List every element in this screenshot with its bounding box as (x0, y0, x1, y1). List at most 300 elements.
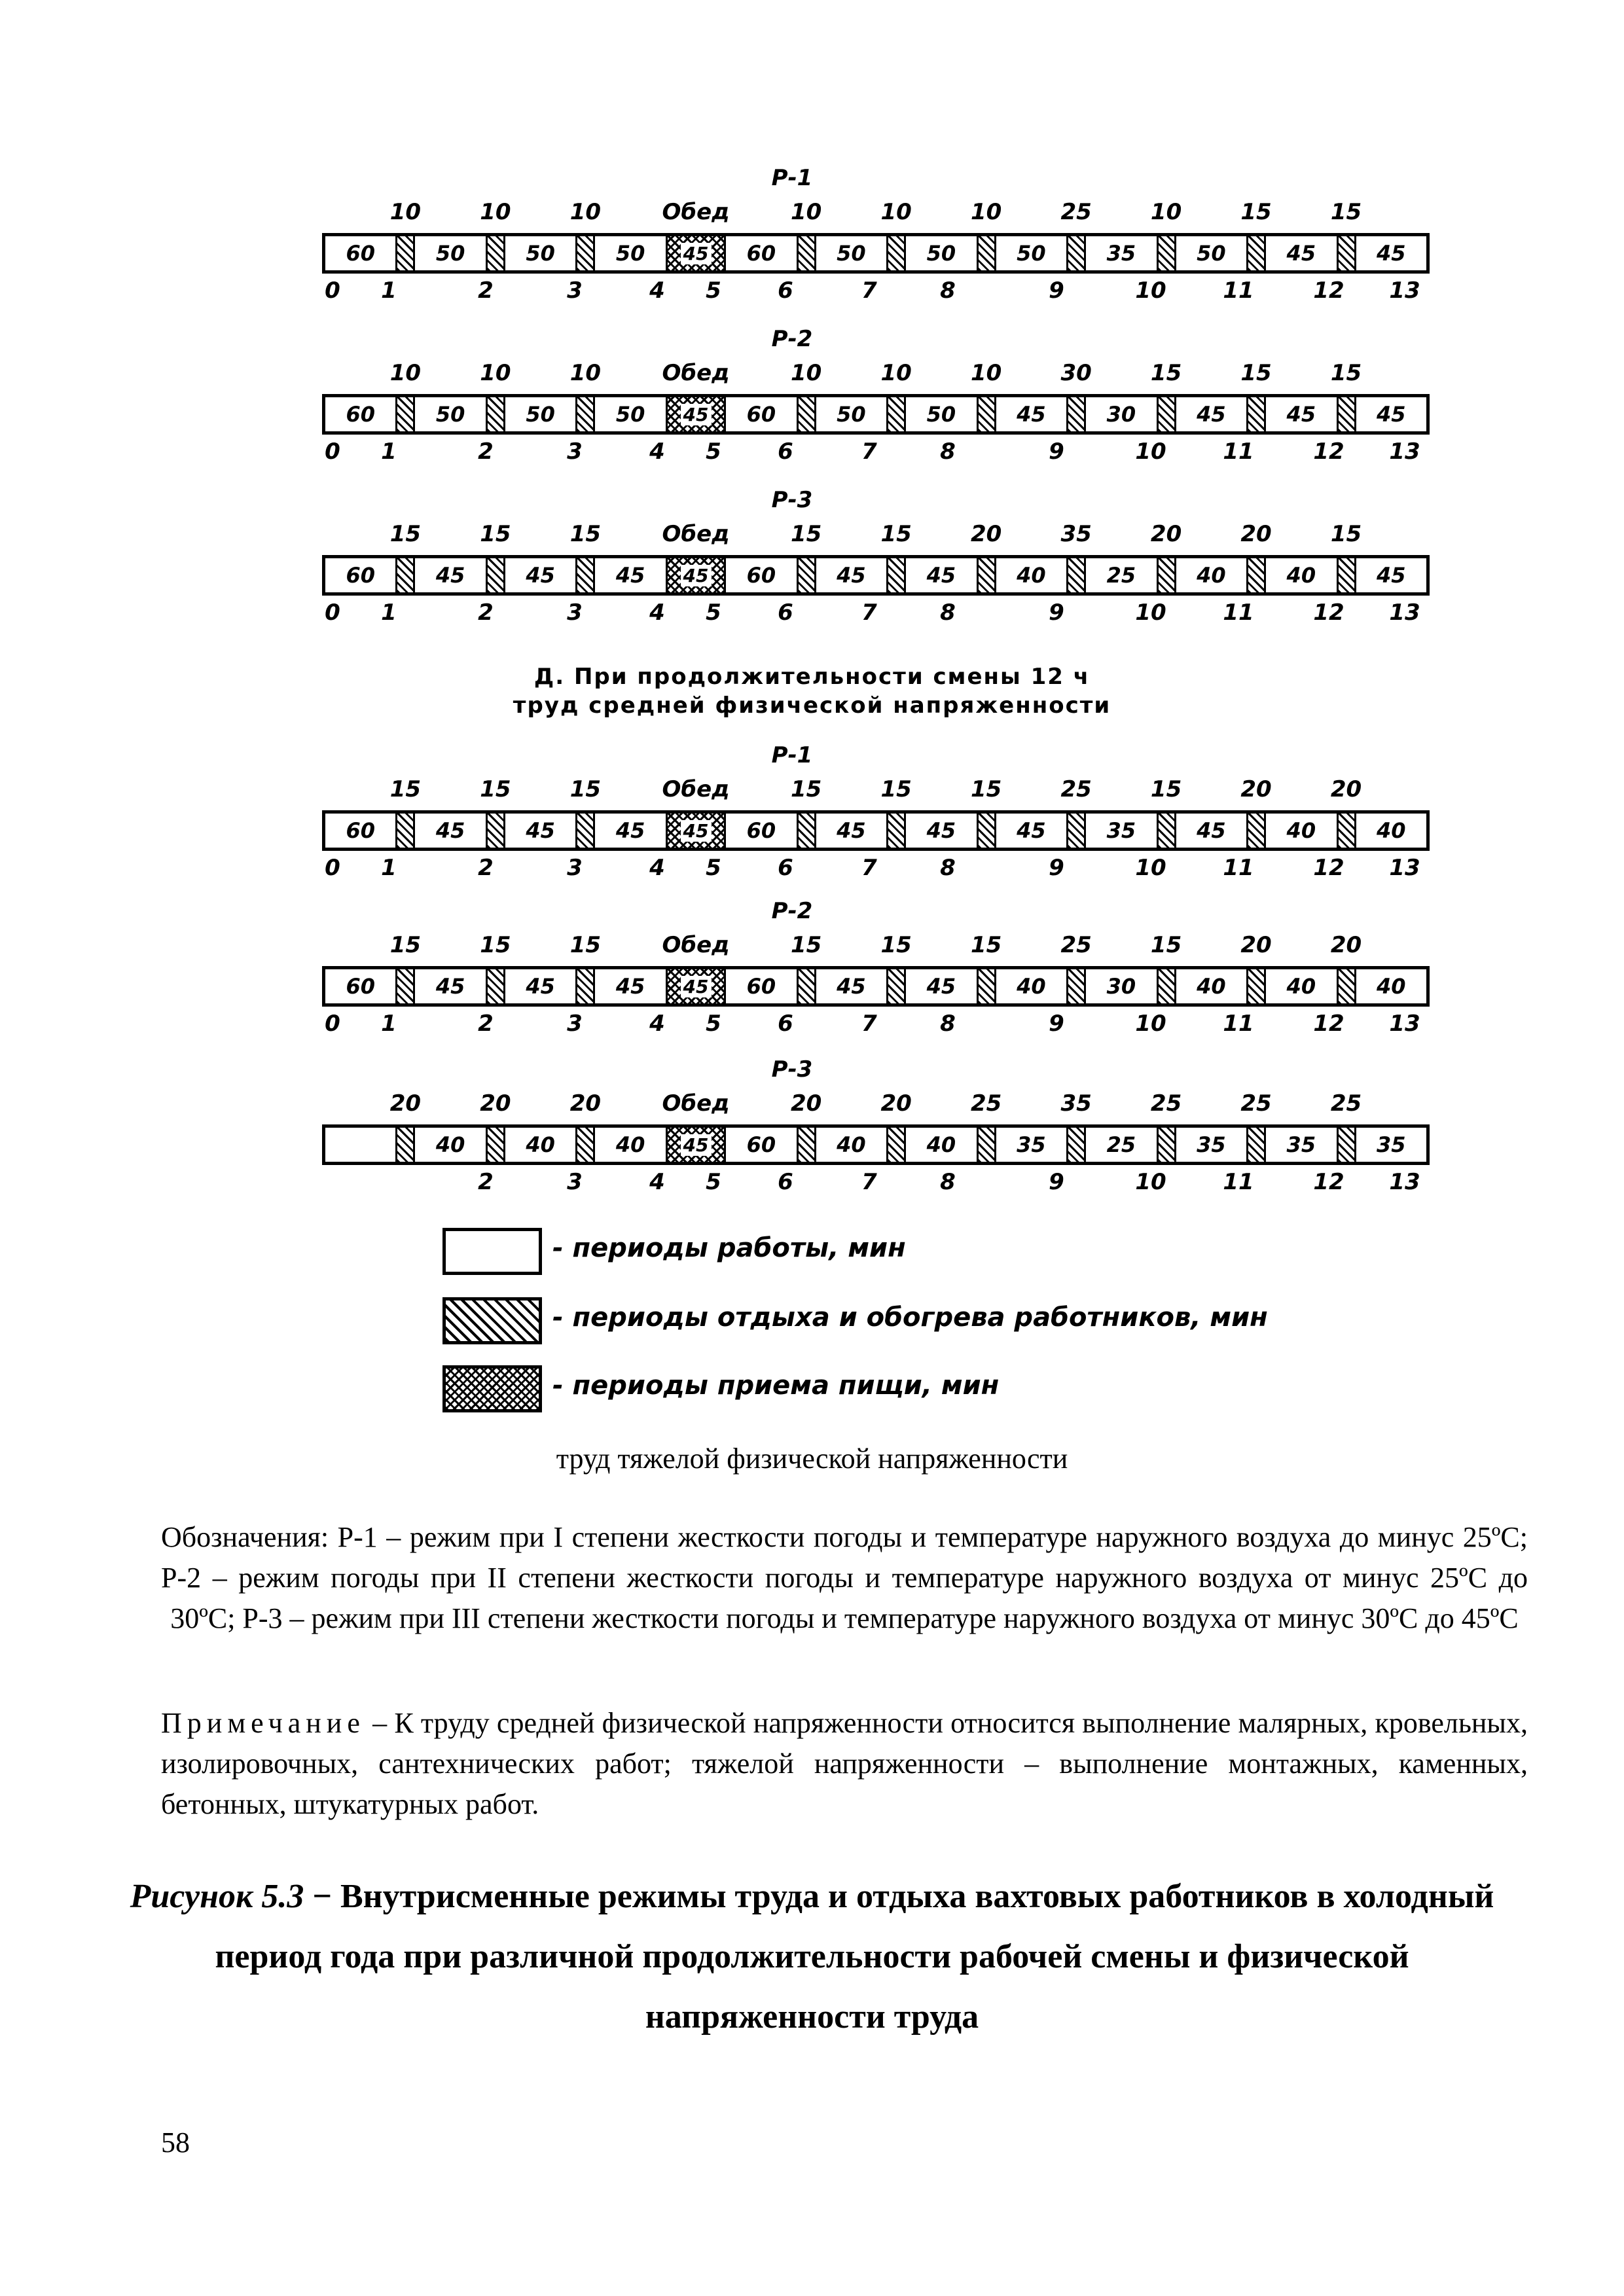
hour-label: 9 (1049, 1011, 1064, 1037)
legend-rest-swatch (442, 1297, 542, 1344)
work-period (415, 969, 485, 1003)
period-minutes: 60 (346, 563, 375, 588)
break-duration-label: 15 (790, 776, 822, 802)
break-duration-label: 15 (1150, 932, 1182, 958)
hour-label: 2 (478, 439, 494, 465)
period-minutes: 40 (1286, 563, 1316, 588)
break-duration-label: 15 (970, 932, 1002, 958)
period-minutes: 45 (1197, 402, 1226, 427)
break-duration-label: 15 (480, 521, 511, 547)
break-duration-label: 20 (970, 521, 1002, 547)
break-duration-label: 25 (1330, 1090, 1362, 1117)
hour-label: 10 (1135, 439, 1166, 465)
work-period (1176, 558, 1246, 592)
hour-label: 7 (861, 1011, 877, 1037)
period-minutes: 40 (615, 1132, 645, 1157)
hour-label: 5 (706, 600, 721, 626)
meal-period (666, 1128, 726, 1162)
rest-period (1157, 236, 1176, 270)
hour-label: 0 (325, 600, 340, 626)
hour-label: 12 (1313, 278, 1344, 304)
break-duration-label: 15 (1330, 521, 1362, 547)
rest-period (1337, 236, 1356, 270)
period-minutes: 45 (926, 974, 956, 999)
hour-label: 4 (649, 278, 665, 304)
work-period (1086, 558, 1156, 592)
period-minutes: 45 (1197, 818, 1226, 843)
work-period (906, 397, 976, 431)
hour-label: 0 (325, 278, 340, 304)
period-minutes: 50 (926, 402, 956, 427)
work-period (996, 969, 1066, 1003)
break-duration-label: 10 (1150, 199, 1182, 225)
work-period (1086, 969, 1156, 1003)
period-minutes: 50 (837, 241, 866, 266)
schedule-title: Р-2 (771, 898, 813, 924)
period-minutes: 50 (615, 241, 645, 266)
section-caption-line1: Д. При продолжительности смены 12 ч (533, 664, 1091, 690)
work-period (996, 1128, 1066, 1162)
work-period (816, 1128, 886, 1162)
period-minutes: 45 (615, 818, 645, 843)
figure-caption-number: Рисунок 5.3 (130, 1878, 304, 1915)
hour-label: 12 (1313, 855, 1344, 881)
hour-label: 2 (478, 278, 494, 304)
hour-label: 9 (1049, 855, 1064, 881)
break-duration-label: 10 (569, 360, 602, 386)
period-minutes: 45 (837, 974, 866, 999)
break-duration-label: Обед (662, 521, 730, 547)
break-duration-label: 10 (790, 199, 822, 225)
break-duration-label: 10 (970, 199, 1002, 225)
hour-label: 1 (381, 278, 397, 304)
rest-period (797, 814, 816, 848)
hour-label: 3 (567, 855, 583, 881)
work-period (325, 1128, 395, 1162)
hour-label: 13 (1389, 1011, 1420, 1037)
period-minutes: 45 (435, 818, 465, 843)
work-period (1266, 814, 1336, 848)
work-period (1356, 814, 1426, 848)
break-duration-label: 15 (1330, 199, 1362, 225)
work-period (1356, 969, 1426, 1003)
period-minutes: 60 (346, 818, 375, 843)
hour-label: 9 (1049, 278, 1064, 304)
period-minutes: 45 (435, 563, 465, 588)
period-minutes: 60 (746, 974, 776, 999)
break-duration-label: 15 (1330, 360, 1362, 386)
period-minutes: 30 (1106, 974, 1136, 999)
hour-label: 9 (1049, 1169, 1064, 1195)
hour-label: 7 (861, 278, 877, 304)
hour-label: 11 (1223, 1011, 1254, 1037)
rest-period (1066, 558, 1086, 592)
rest-period (486, 236, 505, 270)
rest-period (486, 558, 505, 592)
hour-label: 6 (778, 439, 793, 465)
period-minutes: 45 (526, 818, 555, 843)
hour-label: 5 (706, 1169, 721, 1195)
hour-label: 1 (381, 600, 397, 626)
period-minutes: 40 (1286, 974, 1316, 999)
work-period (906, 1128, 976, 1162)
hour-label: 12 (1313, 439, 1344, 465)
hour-label: 7 (861, 439, 877, 465)
rest-period (486, 397, 505, 431)
rest-period (797, 558, 816, 592)
rest-period (1246, 1128, 1266, 1162)
hour-label: 13 (1389, 278, 1420, 304)
hour-label: 7 (861, 1169, 877, 1195)
break-duration-label: 25 (1240, 1090, 1272, 1117)
period-minutes: 45 (837, 563, 866, 588)
period-minutes: 40 (1197, 974, 1226, 999)
note (161, 1703, 1528, 1825)
hour-label: 8 (940, 1011, 956, 1037)
rest-period (1246, 397, 1266, 431)
hour-label: 10 (1135, 855, 1166, 881)
schedule-title: Р-1 (771, 165, 813, 191)
hour-label: 12 (1313, 1011, 1344, 1037)
rest-period (395, 236, 415, 270)
work-period (595, 1128, 665, 1162)
hour-label: 10 (1135, 278, 1166, 304)
work-period (325, 397, 395, 431)
hour-label: 1 (381, 439, 397, 465)
period-minutes: 60 (346, 241, 375, 266)
period-minutes: 40 (1017, 974, 1046, 999)
legend-work-swatch (442, 1228, 542, 1275)
work-period (415, 814, 485, 848)
hour-label: 6 (778, 1169, 793, 1195)
rest-period (977, 969, 996, 1003)
rest-period (1246, 558, 1266, 592)
break-duration-label: 20 (1150, 521, 1182, 547)
schedule-title: Р-3 (771, 1056, 813, 1083)
period-minutes: 45 (681, 243, 712, 264)
break-duration-label: 15 (569, 776, 602, 802)
work-period (1086, 1128, 1156, 1162)
hour-label: 1 (381, 855, 397, 881)
hour-label: 8 (940, 439, 956, 465)
break-duration-label: 25 (1060, 199, 1092, 225)
hour-label: 2 (478, 1011, 494, 1037)
period-minutes: 60 (346, 974, 375, 999)
work-period (816, 236, 886, 270)
work-period (325, 814, 395, 848)
work-period (726, 814, 796, 848)
rest-period (486, 969, 505, 1003)
schedule-a-p1 (0, 165, 1624, 304)
break-duration-label: 30 (1060, 360, 1092, 386)
schedule-d-p2 (0, 898, 1624, 1037)
period-minutes: 45 (526, 974, 555, 999)
rest-period (486, 814, 505, 848)
rest-period (395, 814, 415, 848)
period-minutes: 60 (346, 402, 375, 427)
period-minutes: 45 (435, 974, 465, 999)
break-duration-label: 20 (1240, 521, 1272, 547)
rest-period (395, 969, 415, 1003)
hour-label: 8 (940, 278, 956, 304)
subcaption: труд тяжелой физической напряженности (556, 1443, 1068, 1475)
hour-label: 6 (778, 278, 793, 304)
rest-period (1066, 814, 1086, 848)
work-period (1356, 397, 1426, 431)
break-duration-label: 20 (1330, 932, 1362, 958)
work-period (505, 1128, 575, 1162)
hour-label: 13 (1389, 600, 1420, 626)
work-period (595, 814, 665, 848)
work-period (1266, 558, 1336, 592)
period-minutes: 60 (746, 563, 776, 588)
hour-label: 8 (940, 1169, 956, 1195)
schedule-bar (322, 555, 1430, 596)
break-duration-label: 25 (1150, 1090, 1182, 1117)
period-minutes: 45 (1017, 402, 1046, 427)
work-period (816, 397, 886, 431)
break-duration-label: 15 (880, 521, 912, 547)
legend-work-text: - периоды работы, мин (552, 1233, 906, 1263)
work-period (726, 558, 796, 592)
rest-period (1246, 969, 1266, 1003)
figure-caption-text: Внутрисменные режимы труда и отдыха вахтовых работников в холодный период года при различной продолжительности рабочей смены и физической напряженности труда (215, 1878, 1494, 2036)
hour-label: 11 (1223, 1169, 1254, 1195)
hour-label: 4 (649, 600, 665, 626)
break-duration-label: 20 (790, 1090, 822, 1117)
work-period (726, 969, 796, 1003)
rest-period (977, 397, 996, 431)
period-minutes: 45 (681, 976, 712, 997)
work-period (906, 558, 976, 592)
break-duration-label: 25 (1060, 932, 1092, 958)
work-period (906, 814, 976, 848)
hour-label: 2 (478, 855, 494, 881)
rest-period (977, 814, 996, 848)
period-minutes: 60 (746, 402, 776, 427)
work-period (505, 814, 575, 848)
work-period (1176, 236, 1246, 270)
rest-period (977, 558, 996, 592)
hour-label: 13 (1389, 1169, 1420, 1195)
legend-rest-text: - периоды отдыха и обогрева работников, мин (552, 1302, 1268, 1333)
period-minutes: 50 (615, 402, 645, 427)
hour-label: 10 (1135, 1011, 1166, 1037)
hour-label: 13 (1389, 439, 1420, 465)
hour-label: 6 (778, 1011, 793, 1037)
hour-label: 2 (478, 1169, 494, 1195)
work-period (505, 236, 575, 270)
period-minutes: 45 (1017, 818, 1046, 843)
period-minutes: 45 (926, 563, 956, 588)
page-number: 58 (161, 2126, 190, 2159)
work-period (726, 236, 796, 270)
meal-period (666, 558, 726, 592)
rest-period (797, 236, 816, 270)
break-duration-label: 20 (389, 1090, 422, 1117)
break-duration-label: 15 (880, 932, 912, 958)
break-duration-label: 10 (389, 199, 422, 225)
work-period (996, 814, 1066, 848)
schedule-bar (322, 394, 1430, 435)
break-duration-label: 15 (569, 932, 602, 958)
work-period (816, 969, 886, 1003)
section-caption (0, 662, 1624, 720)
period-minutes: 45 (681, 404, 712, 425)
period-minutes: 40 (926, 1132, 956, 1157)
hour-label: 10 (1135, 600, 1166, 626)
schedule-a-p2 (0, 326, 1624, 465)
rest-period (1337, 397, 1356, 431)
rest-period (1157, 814, 1176, 848)
break-duration-label: 15 (880, 776, 912, 802)
break-duration-label: 15 (389, 776, 422, 802)
period-minutes: 45 (837, 818, 866, 843)
period-minutes: 50 (1017, 241, 1046, 266)
period-minutes: 40 (435, 1132, 465, 1157)
period-minutes: 40 (526, 1132, 555, 1157)
period-minutes: 45 (526, 563, 555, 588)
break-duration-label: 10 (970, 360, 1002, 386)
work-period (1266, 397, 1336, 431)
work-period (595, 236, 665, 270)
break-duration-label: 10 (480, 199, 511, 225)
hour-label: 6 (778, 855, 793, 881)
hour-label: 5 (706, 1011, 721, 1037)
meal-period (666, 814, 726, 848)
break-duration-label: 10 (569, 199, 602, 225)
break-duration-label: 15 (1240, 199, 1272, 225)
work-period (505, 397, 575, 431)
work-period (1356, 1128, 1426, 1162)
break-duration-label: Обед (662, 1090, 730, 1117)
work-period (325, 236, 395, 270)
work-period (1266, 1128, 1336, 1162)
rest-period (486, 1128, 505, 1162)
rest-period (797, 969, 816, 1003)
meal-period (666, 236, 726, 270)
break-duration-label: 25 (970, 1090, 1002, 1117)
work-period (595, 558, 665, 592)
rest-period (1066, 236, 1086, 270)
break-duration-label: 15 (389, 521, 422, 547)
break-duration-label: 10 (389, 360, 422, 386)
rest-period (575, 397, 595, 431)
period-minutes: 35 (1106, 241, 1136, 266)
work-period (1176, 397, 1246, 431)
hour-label: 12 (1313, 1169, 1344, 1195)
rest-period (395, 1128, 415, 1162)
schedule-title: Р-2 (771, 326, 813, 352)
rest-period (1337, 969, 1356, 1003)
hour-label: 7 (861, 600, 877, 626)
work-period (1176, 814, 1246, 848)
break-duration-label: 15 (970, 776, 1002, 802)
period-minutes: 40 (1377, 818, 1406, 843)
work-period (325, 969, 395, 1003)
hour-label: 4 (649, 855, 665, 881)
rest-period (886, 558, 906, 592)
period-minutes: 50 (526, 241, 555, 266)
hour-label: 11 (1223, 855, 1254, 881)
rest-period (1157, 1128, 1176, 1162)
work-period (415, 236, 485, 270)
break-duration-label: Обед (662, 199, 730, 225)
work-period (1356, 558, 1426, 592)
schedule-bar (322, 966, 1430, 1007)
break-duration-label: Обед (662, 932, 730, 958)
hour-label: 9 (1049, 600, 1064, 626)
work-period (816, 558, 886, 592)
hour-label: 3 (567, 1169, 583, 1195)
hour-label: 11 (1223, 278, 1254, 304)
period-minutes: 40 (1017, 563, 1046, 588)
rest-period (395, 397, 415, 431)
figure-caption (0, 1867, 1624, 2047)
work-period (816, 814, 886, 848)
hour-label: 6 (778, 600, 793, 626)
hour-label: 11 (1223, 439, 1254, 465)
note-label: Примечание (161, 1707, 365, 1739)
period-minutes: 35 (1106, 818, 1136, 843)
break-duration-label: Обед (662, 776, 730, 802)
hour-label: 7 (861, 855, 877, 881)
break-duration-label: 35 (1060, 521, 1092, 547)
hour-label: 10 (1135, 1169, 1166, 1195)
schedule-d-p3 (0, 1056, 1624, 1195)
hour-label: 3 (567, 439, 583, 465)
hour-label: 5 (706, 278, 721, 304)
work-period (1266, 236, 1336, 270)
rest-period (1157, 558, 1176, 592)
section-caption-line2: труд средней физической напряженности (513, 692, 1111, 719)
period-minutes: 50 (526, 402, 555, 427)
meal-period (666, 397, 726, 431)
work-period (325, 558, 395, 592)
break-duration-label: 15 (790, 521, 822, 547)
period-minutes: 40 (1377, 974, 1406, 999)
period-minutes: 30 (1106, 402, 1136, 427)
break-duration-label: 10 (880, 360, 912, 386)
break-duration-label: 15 (790, 932, 822, 958)
meal-period (666, 969, 726, 1003)
period-minutes: 25 (1106, 1132, 1136, 1157)
period-minutes: 45 (615, 974, 645, 999)
work-period (996, 397, 1066, 431)
hour-label: 1 (381, 1011, 397, 1037)
break-duration-label: 15 (1150, 360, 1182, 386)
work-period (906, 236, 976, 270)
hour-label: 5 (706, 855, 721, 881)
schedule-bar (322, 1124, 1430, 1165)
break-duration-label: 15 (1240, 360, 1272, 386)
period-minutes: 60 (746, 818, 776, 843)
break-duration-label: 10 (790, 360, 822, 386)
period-minutes: 35 (1377, 1132, 1406, 1157)
rest-period (1337, 558, 1356, 592)
break-duration-label: 20 (569, 1090, 602, 1117)
work-period (415, 558, 485, 592)
rest-period (575, 558, 595, 592)
schedule-title: Р-1 (771, 742, 813, 768)
period-minutes: 50 (837, 402, 866, 427)
legend-meal-swatch (442, 1365, 542, 1412)
rest-period (886, 397, 906, 431)
period-minutes: 25 (1106, 563, 1136, 588)
rest-period (1157, 969, 1176, 1003)
break-duration-label: 20 (480, 1090, 511, 1117)
rest-period (797, 1128, 816, 1162)
